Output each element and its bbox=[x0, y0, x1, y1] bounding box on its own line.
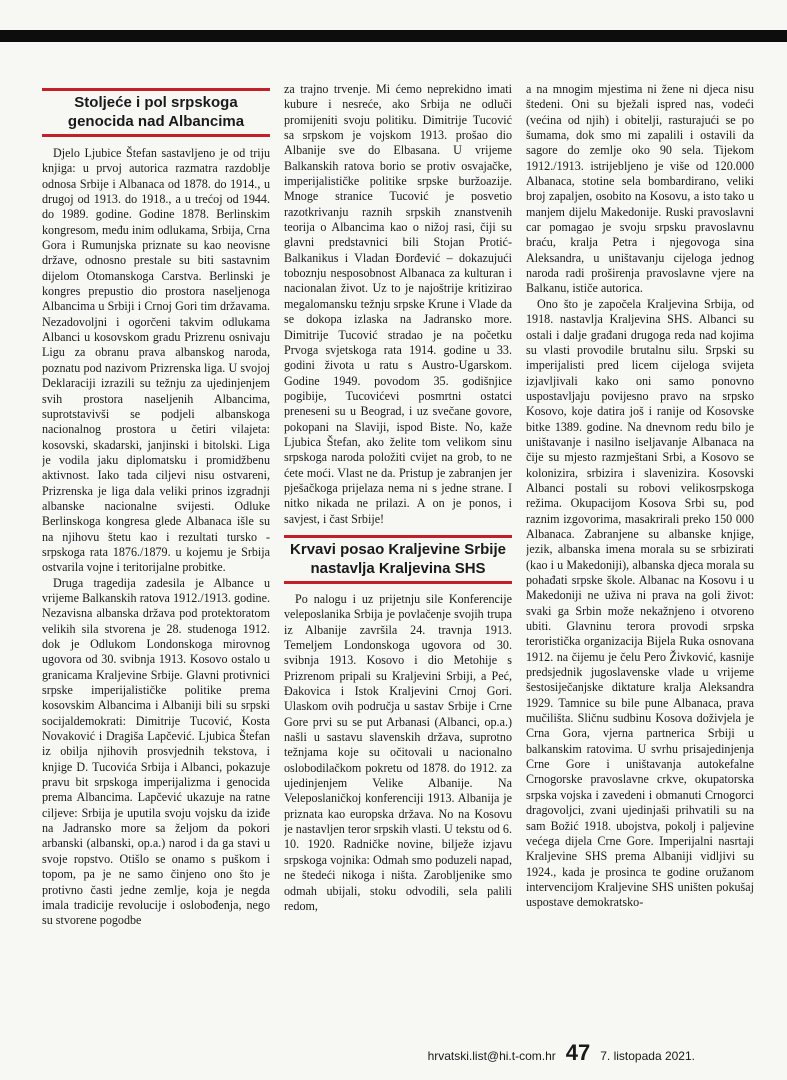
section-heading-kingdom-shs: Krvavi posao Kraljevine Srbije nastavlja Kraljevina SHS bbox=[284, 535, 512, 584]
column-2 bbox=[284, 82, 512, 1028]
paragraph: Po nalogu i uz prijetnju sile Konferencije veleposlanika Srbija je povlačenje svojih trupa iz Albanije završila 24. travnja 1913. Temeljem Londonskoga ugovora od 30. svibnja 1913. Kosovo i dio Metohije s Prizrenom pripali su Kraljevini Srbiji, a Peć, Đakovica i Istok Kraljevini Crnoj Gori. Ulaskom ovih područja u sastav Srbije i Crne Gore prvi su se put Arbanasi (Albanci, op.a.) našli u sastavu slavenskih država, suprotno težnjama koje su očitovali u nacionalno oslobodilačkom pokretu od 1878. do 1912. za ujedinjenjem Velike Albanije. Na Veleposlaničkoj konferenciji 1913. Albanija je priznata kao europska država. No na Kosovu je nastavljen teror srpskih vlasti. U tekstu od 6. 10. 1920. Radničke novine, bilježe izjavu srpskoga vojnika: Odmah smo poduzeli napad, ne štedeći nikoga i ništa. Zarobljenike smo odmah ubijali, stoku odvodili, sela palili redom, bbox=[284, 591, 512, 913]
paragraph: Djelo Ljubice Štefan sastavljeno je od triju knjiga: u prvoj autorica razmatra razdoblje odnosa Srbije i Albanaca od 1878. do 1914., u drugoj od 1913. do 1918., a u trećoj od 1944. do 1989. godine. Godine 1878. Berlinskim kongresom, među inim odlukama, Srbija, Crna Gora i Rumunjska priznate su kao neovisne države, odnosno prestale su biti sastavnim dijelom Otomanskoga Carstva. Berlinski je kongres prepustio dio prostora naseljenoga Albancima u Srbiji i Crnoj Gori tim državama. Nezadovoljni i ogorčeni takvim odlukama Albanci u kosovskom gradu Prizrenu osnivaju Ligu za obranu prava albanskog naroda, poznatu pod nazivom Prizrenska liga. U svojoj Deklaraciji izrazili su težnju za ujedinjenjem svih prostora naseljenih Albancima, suprotstavivši se podjeli albanskoga nacionalnog prostora u četiri vilajeta: kosovski, skadarski, janjinski i bitolski. Liga je vodila jaku diplomatsku i promidžbenu aktivnost. Iako tada ciljevi nisu ostvareni, Prizrenska je liga dala veliki prinos izgradnji albanske nacionalne svijesti. Odluke Berlinskoga kongresa glede Albanaca išle su na njihovu štetu kao i rezultati tursko - srpskoga rata 1876./1879. u kojemu je Srbija ostvarila vojne i teritorijalne probitke. bbox=[42, 146, 270, 575]
page-footer bbox=[0, 1040, 787, 1064]
article-body bbox=[42, 82, 754, 1028]
footer-email: hrvatski.list@hi.t-com.hr bbox=[427, 1049, 556, 1063]
section-heading-genocide: Stoljeće i pol srpskoga genocida nad Albancima bbox=[42, 88, 270, 137]
page-number: 47 bbox=[565, 1040, 591, 1065]
heading-1-wrap bbox=[42, 88, 270, 137]
footer-date: 7. listopada 2021. bbox=[600, 1049, 695, 1063]
paragraph: a na mnogim mjestima ni žene ni djeca nisu štedeni. Oni su bježali ispred nas, vodeći (većina od njih) i obitelji, rasturajući se po šumama, dok smo mi zapalili i ostavili da sagore do zemlje oko 90 sela. Tijekom 1912./1913. istrijebljeno je više od 120.000 Albanaca, stotine sela bombardirano, veliki broj zapaljen, osobito na Kosovu, a isto tako u manjem dijelu Makedonije. Ruski pravoslavni car pomagao je svoju srpsku pravoslavnu braću, kralja Petra i njegovoga sina Aleksandra, u uništavanju cijeloga jednog naroda radi proširenja pravoslavne vjere na Balkanu, ističe autorica. bbox=[526, 82, 754, 296]
column-1 bbox=[42, 88, 270, 1028]
top-black-bar bbox=[0, 30, 787, 42]
paragraph: Druga tragedija zadesila je Albance u vrijeme Balkanskih ratova 1912./1913. godine. Nezavisna albanska država pod protektoratom velikih sila stvorena je 28. studenoga 1912. dok je Odlukom Londonskoga mirovnog ugovora od 30. svibnja 1913. Kosovo ostalo u granicama Kraljevine Srbije. Glavni protivnici srpske imperijalističke politike prema kosovskim Albancima i Albaniji bili su srpski socijaldemokrati: Dimitrije Tucović, Kosta Novaković i Dragiša Lapčević. Ljubica Štefan iz obilja njihovih prosvjednih tekstova, i knjige D. Tucovića Srbija i Albanci, pokazuje pravu bit srpskoga imperijalizma i genocida prema Albancima. Lapčević ukazuje na ratne ciljeve: Srbija je uputila svoju vojsku da iziđe na Jadransko more sa željom da pokori arbanski (albanski, op.a.) narod i da ga stavi u svoje ropstvo. Otišlo se onamo s puškom i topom, pa je ne samo činjeno ono što je protivno časti jedne zemlje, koja je negda imala tradicije revolucije i oslobođenja, nego su stvorene pogodbe bbox=[42, 575, 270, 928]
heading-2-wrap bbox=[284, 535, 512, 584]
paragraph: za trajno trvenje. Mi ćemo neprekidno imati kubure i nesreće, ako Srbija ne odluči promijeniti svoju politiku. Dimitrije Tucović sa srpskom je vojskom 1913. prošao dio Albanije sve do Elbasana. U vrijeme Balkanskih ratova borio se protiv osvajačke, imperijalističke politike srpske buržoazije. Mnoge stranice Tucović je posvetio razotkrivanju raznih srpskih znanstvenih teorija o Albancima kao o nižoj rasi, čiji su glavni predstavnici bili Stojan Protić-Balkanikus i Vladan Đorđević – dokazujući toboznju nesposobnost Albanaca za kulturan i nacionalan život. Uz to je najoštrije kritizirao megalomansku težnju srpske Krune i Vlade da se dokopa izlaska na Jadransko more. Dimitrije Tucović stradao je na početku Prvoga svjetskoga rata 1914. godine u 33. godini života u ratu s Austro-Ugarskom. Godine 1949. povodom 35. godišnjice pogibije, Tucovićevi posmrtni ostatci preneseni su u Beograd, i uz svečane govore, pokopani na Slaviji, ispod Biste. No, kaže Ljubica Štefan, ako želite tom velikom sinu srpskoga naroda položiti cvijet na grob, to ne ćete moći. Vlast ne da. Pristup je zabranjen jer pješačkoga prijelaza nema ni s jedne strane. I nitko nikada ne prilazi. A on je ponos, i savjest, i čast Srbije! bbox=[284, 82, 512, 526]
column-3 bbox=[526, 82, 754, 1028]
paragraph: Ono što je započela Kraljevina Srbija, od 1918. nastavlja Kraljevina SHS. Albanci su ostali i dalje građani drugoga reda nad kojima su vlasti provodile brutalnu silu. Srpski su imperijalisti pred licem cijeloga svijeta izjavljivali kako oni samo ponovno uspostavljaju povijesno pravo na srpsko Kosovo, koje datira još i ranije od Kosovske bitke 1389. godine. Na dnevnom redu bilo je uništavanje i nasilno iseljavanje Albanaca na čije su mjesto razmještani Srbi, a Kosovo se kolonizira, srbizira i slavenizira. Kosovski Albanci postali su robovi velikosrpskoga režima. Okupacijom Kosova Srbi su, pod raznim izgovorima, masakrirali preko 150 000 Albanaca. Zabranjene su albanske knjige, jezik, albanska imena morala su se srbizirati (kao i u Makedoniji), albanska djeca morala su pohađati srpske škole. Albanac na Kosovu i u Makedoniji ne uživa ni prava na goli život: svaki ga Srbin može nekažnjeno i otvoreno ubiti. Glavninu terora provodi srpska teroristička organizacija Bijela Ruka osnovana 1912. na čijemu je čelu Pero Živković, kasnije predsjednik jugoslavenske vlade u vrijeme šestosiječanjske diktature kralja Aleksandra 1929. Tamnice su bile pune Albanaca, prava mučilišta. Sličnu sudbinu Kosova doživjela je Crna Gora, vjerna partnerica Srbiji u balkanskim ratovima. U svrhu prisajedinjenja Crne Gore i uništavanja autokefalne Crnogorske pravoslavne crkve, okupatorska srpska vojska i zavedeni i obmanuti Crnogorci dragovoljci, zvani ujedinjaši prihvatili su na sam Božić 1918. ubojstva, pokolj i paljevine većega dijela Crne Gore. Imperijalni nasrtaji Kraljevine SHS prema Albaniji vidljivi su 1924., kada je prosinca te godine oružanom intervencijom Kraljevine SHS uništen pokušaj uspostave demokratsko- bbox=[526, 296, 754, 910]
